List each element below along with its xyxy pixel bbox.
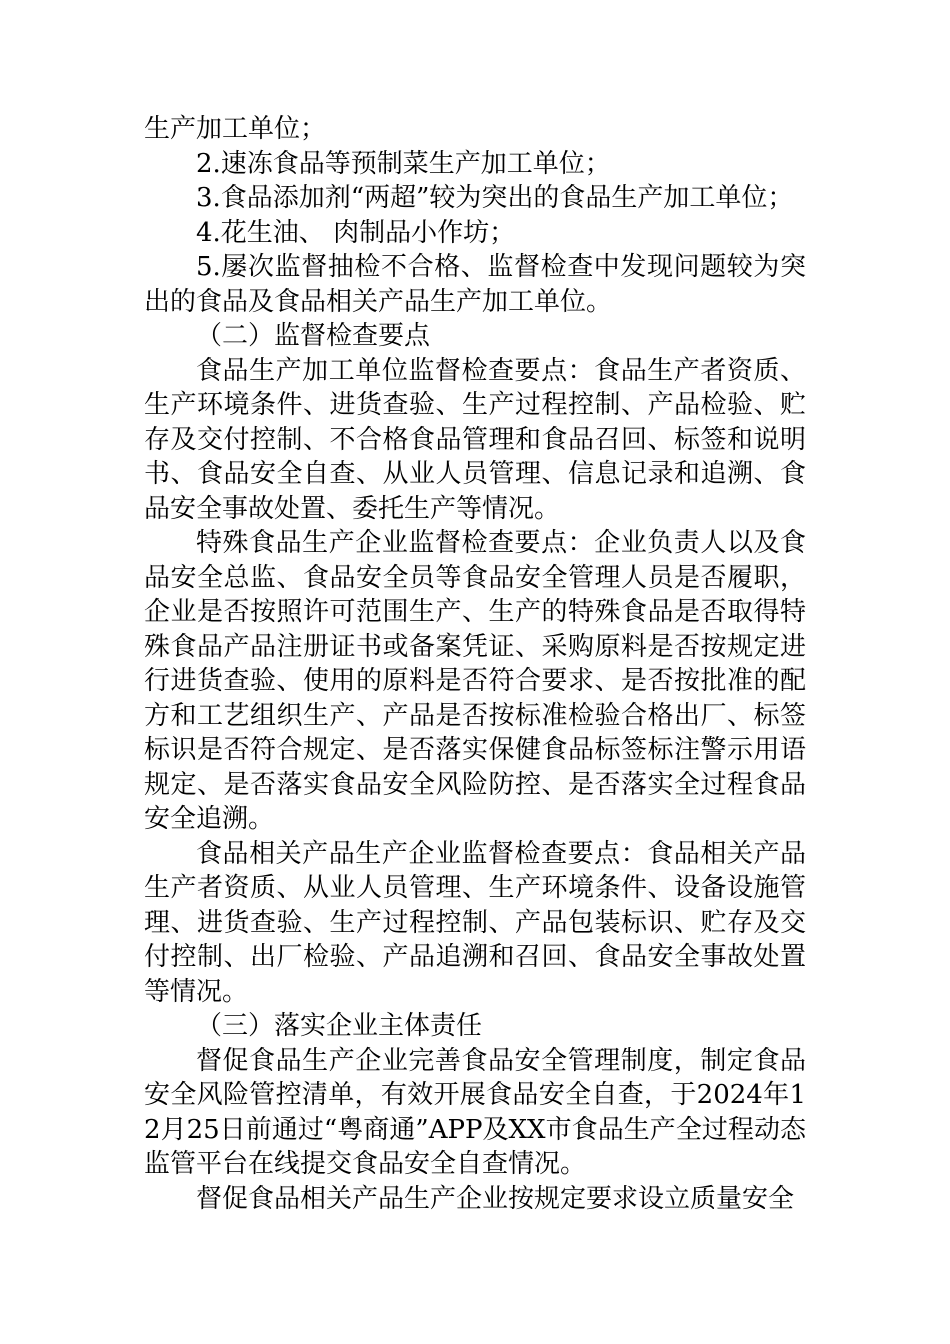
list-item-4: 4.花生油、 肉制品小作坊； bbox=[196, 217, 516, 248]
paragraph-food-related-products: 食品相关产品生产企业监督检查要点：食品相关产品生产者资质、从业人员管理、生产环境条件、设备设施管理、进货查验、生产过程控制、产品包装标识、贮存及交付控制、出厂检验、产品追溯和召回、食品安全事故处置等情况。 bbox=[144, 838, 806, 1007]
list-item-3: 3.食品添加剂“两超”较为突出的食品生产加工单位； bbox=[196, 183, 794, 213]
paragraph-enterprise-duty-2: 督促食品相关产品生产企业按规定要求设立质量安全 bbox=[196, 1183, 795, 1214]
section-heading-2: （二）监督检查要点 bbox=[196, 321, 431, 351]
section-heading-3: （三）落实企业主体责任 bbox=[196, 1011, 483, 1041]
paragraph-special-food: 特殊食品生产企业监督检查要点：企业负责人以及食品安全总监、食品安全员等食品安全管理人员是否履职，企业是否按照许可范围生产、生产的特殊食品是否取得特殊食品产品注册证书或备案凭证、采购原料是否按规定进行进货查验、使用的原料是否符合要求、是否按批准的配方和工艺组织生产、产品是否按标准检验合格出厂、标签标识是否符合规定、是否落实保健食品标签标注警示用语规定、是否落实食品安全风险防控、是否落实全过程食品安全追溯。 bbox=[144, 528, 806, 834]
paragraph-food-production: 食品生产加工单位监督检查要点：食品生产者资质、生产环境条件、进货查验、生产过程控制、产品检验、贮存及交付控制、不合格食品管理和食品召回、标签和说明书、食品安全自查、从业人员管理、信息记录和追溯、食品安全事故处置、委托生产等情况。 bbox=[144, 355, 806, 524]
list-item-2: 2.速冻食品等预制菜生产加工单位； bbox=[196, 148, 611, 179]
list-item-5: 5.屡次监督抽检不合格、监督检查中发现问题较为突出的食品及食品相关产品生产加工单位。 bbox=[144, 252, 806, 317]
paragraph-continuation: 生产加工单位； bbox=[144, 114, 327, 144]
paragraph-enterprise-duty-1: 督促食品生产企业完善食品安全管理制度，制定食品安全风险管控清单，有效开展食品安全自查，于2024年12月25日前通过“粤商通”APP及XX市食品生产全过程动态监管平台在线提交食品安全自查情况。 bbox=[144, 1045, 806, 1179]
document-page bbox=[144, 112, 806, 1216]
